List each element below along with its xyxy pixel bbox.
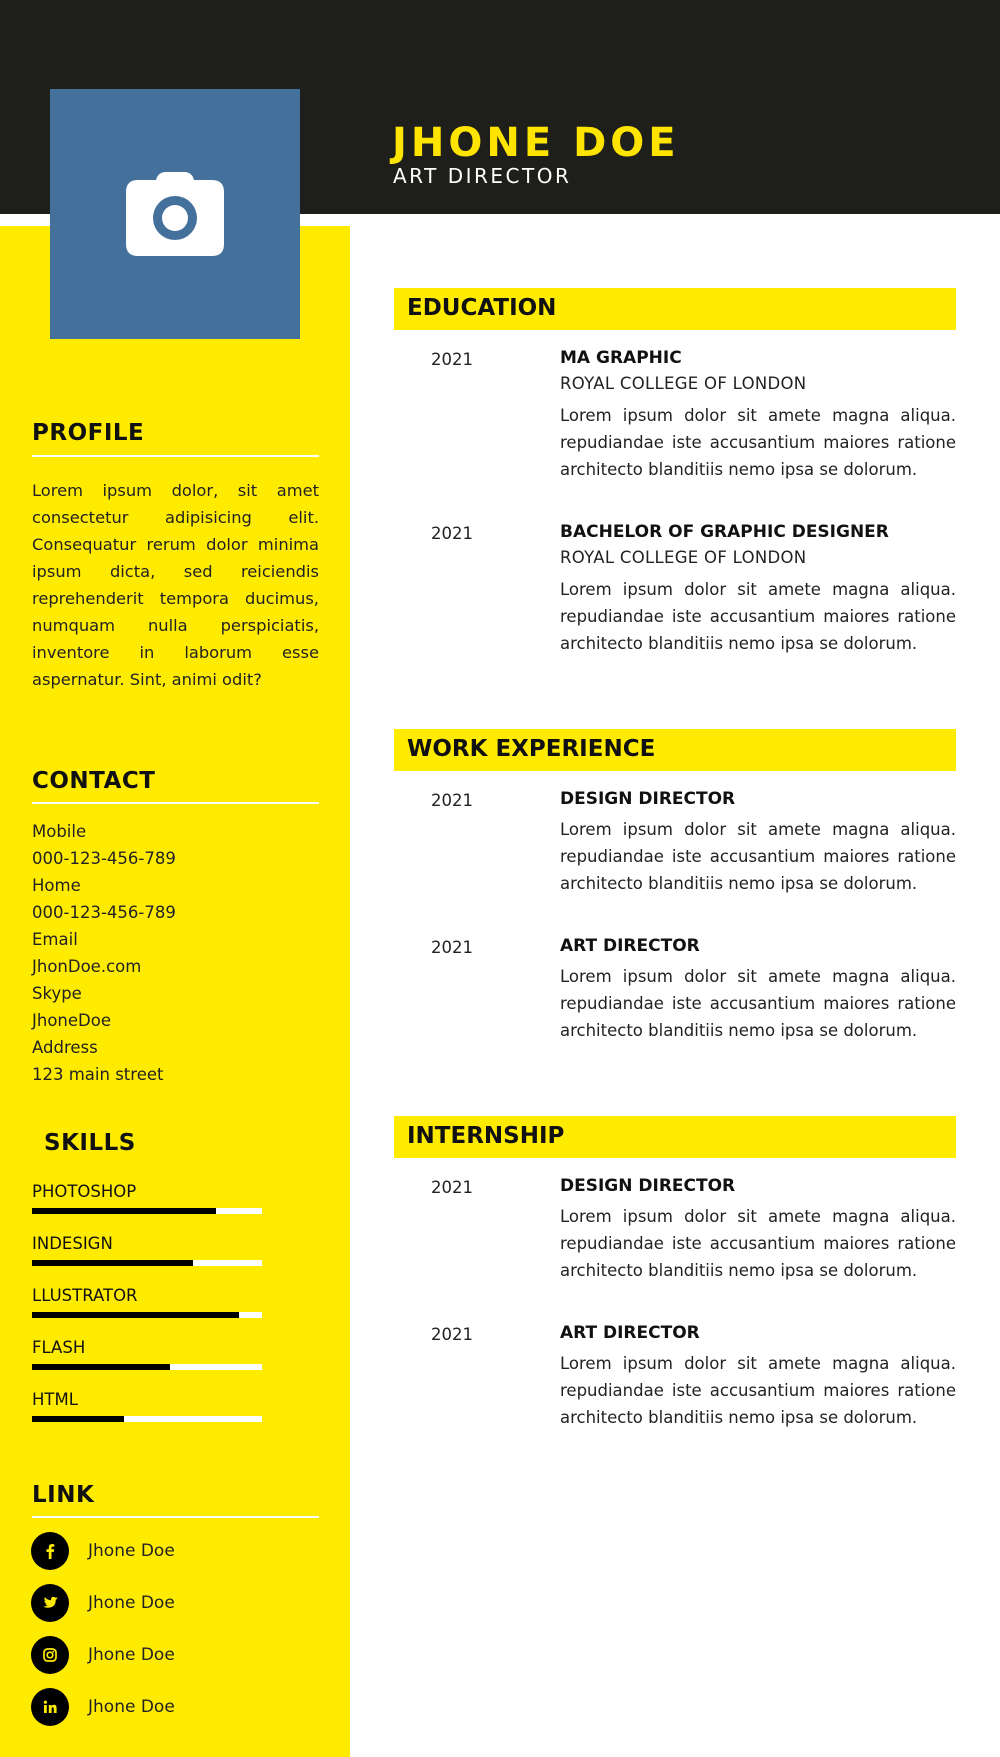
contact-address-label: Address xyxy=(32,1038,98,1057)
work-heading: WORK EXPERIENCE xyxy=(407,736,656,762)
entry-description: Lorem ipsum dolor sit amete magna aliqua. repudiandae iste accusantium maiores ratione architecto blanditiis nemo ipsa se dolorum. xyxy=(560,967,956,1040)
skill-bar-track xyxy=(32,1312,262,1318)
contact-address-value: 123 main street xyxy=(32,1065,164,1084)
entry-subtitle: ROYAL COLLEGE OF LONDON xyxy=(560,548,807,567)
skill-label: PHOTOSHOP xyxy=(32,1182,137,1201)
skill-bar-track xyxy=(32,1364,262,1370)
entry-title: DESIGN DIRECTOR xyxy=(560,1176,736,1196)
skill-bar-track xyxy=(32,1416,262,1422)
skill-bar-track xyxy=(32,1260,262,1266)
link-heading: LINK xyxy=(32,1482,95,1508)
entry-subtitle: ROYAL COLLEGE OF LONDON xyxy=(560,374,807,393)
contact-email-value[interactable]: JhonDoe.com xyxy=(32,957,142,976)
internship-heading-bar xyxy=(394,1116,956,1158)
link-twitter[interactable] xyxy=(31,1584,175,1622)
link-instagram-label: Jhone Doe xyxy=(88,1645,175,1665)
skill-bar-fill xyxy=(32,1312,239,1318)
contact-divider xyxy=(32,802,319,804)
work-heading-bar xyxy=(394,729,956,771)
twitter-icon xyxy=(31,1584,69,1622)
entry-title: MA GRAPHIC xyxy=(560,348,682,368)
contact-list xyxy=(32,818,176,1088)
profile-text: Lorem ipsum dolor, sit amet consectetur adipisicing elit. Consequatur rerum dolor minima ipsum dicta, sed reiciendis reprehenderit tempora ducimus, numquam nulla perspiciatis, inventore in laborum esse aspernatur. Sint, animi odit? xyxy=(32,481,319,689)
contact-home-value[interactable]: 000-123-456-789 xyxy=(32,903,176,922)
instagram-icon xyxy=(31,1636,69,1674)
skill-photoshop xyxy=(32,1180,262,1214)
skill-label: INDESIGN xyxy=(32,1234,113,1253)
linkedin-icon xyxy=(31,1688,69,1726)
skill-bar-track xyxy=(32,1208,262,1214)
facebook-icon xyxy=(31,1532,69,1570)
entry-year: 2021 xyxy=(431,938,473,957)
link-linkedin[interactable] xyxy=(31,1688,175,1726)
profile-photo-placeholder[interactable] xyxy=(50,89,300,339)
skill-bar-fill xyxy=(32,1416,124,1422)
contact-mobile-value[interactable]: 000-123-456-789 xyxy=(32,849,176,868)
entry-description: Lorem ipsum dolor sit amete magna aliqua. repudiandae iste accusantium maiores ratione architecto blanditiis nemo ipsa se dolorum. xyxy=(560,406,956,479)
entry-body xyxy=(560,346,956,483)
internship-heading: INTERNSHIP xyxy=(407,1123,565,1149)
skill-label: LLUSTRATOR xyxy=(32,1286,138,1305)
skill-label: HTML xyxy=(32,1390,78,1409)
entry-title: ART DIRECTOR xyxy=(560,1323,700,1343)
entry-body xyxy=(560,520,956,657)
person-title: ART DIRECTOR xyxy=(393,164,572,188)
contact-home-label: Home xyxy=(32,876,81,895)
link-instagram[interactable] xyxy=(31,1636,175,1674)
camera-icon xyxy=(126,172,224,256)
entry-year: 2021 xyxy=(431,1178,473,1197)
link-facebook-label: Jhone Doe xyxy=(88,1541,175,1561)
entry-year: 2021 xyxy=(431,1325,473,1344)
entry-title: BACHELOR OF GRAPHIC DESIGNER xyxy=(560,522,889,542)
skill-bar-fill xyxy=(32,1260,193,1266)
entry-description: Lorem ipsum dolor sit amete magna aliqua. repudiandae iste accusantium maiores ratione architecto blanditiis nemo ipsa se dolorum. xyxy=(560,1207,956,1280)
entry-year: 2021 xyxy=(431,791,473,810)
skill-bar-fill xyxy=(32,1208,216,1214)
entry-body xyxy=(560,1174,956,1284)
entry-year: 2021 xyxy=(431,350,473,369)
contact-email-label: Email xyxy=(32,930,78,949)
contact-heading: CONTACT xyxy=(32,768,156,794)
link-twitter-label: Jhone Doe xyxy=(88,1593,175,1613)
education-heading-bar xyxy=(394,288,956,330)
link-facebook[interactable] xyxy=(31,1532,175,1570)
entry-body xyxy=(560,1321,956,1431)
entry-body xyxy=(560,934,956,1044)
profile-divider xyxy=(32,455,319,457)
entry-description: Lorem ipsum dolor sit amete magna aliqua. repudiandae iste accusantium maiores ratione architecto blanditiis nemo ipsa se dolorum. xyxy=(560,1354,956,1427)
entry-description: Lorem ipsum dolor sit amete magna aliqua. repudiandae iste accusantium maiores ratione architecto blanditiis nemo ipsa se dolorum. xyxy=(560,580,956,653)
contact-mobile-label: Mobile xyxy=(32,822,87,841)
skills-heading: SKILLS xyxy=(44,1130,136,1156)
skill-flash xyxy=(32,1336,262,1370)
contact-skype-label: Skype xyxy=(32,984,82,1003)
person-name: JHONE DOE xyxy=(392,120,680,166)
skill-html xyxy=(32,1388,262,1422)
skill-illustrator xyxy=(32,1284,262,1318)
contact-skype-value[interactable]: JhoneDoe xyxy=(32,1011,111,1030)
entry-body xyxy=(560,787,956,897)
entry-description: Lorem ipsum dolor sit amete magna aliqua. repudiandae iste accusantium maiores ratione architecto blanditiis nemo ipsa se dolorum. xyxy=(560,820,956,893)
entry-year: 2021 xyxy=(431,524,473,543)
skill-indesign xyxy=(32,1232,262,1266)
link-linkedin-label: Jhone Doe xyxy=(88,1697,175,1717)
education-heading: EDUCATION xyxy=(407,295,557,321)
entry-title: DESIGN DIRECTOR xyxy=(560,789,736,809)
skill-label: FLASH xyxy=(32,1338,86,1357)
skill-bar-fill xyxy=(32,1364,170,1370)
entry-title: ART DIRECTOR xyxy=(560,936,700,956)
link-divider xyxy=(32,1516,319,1518)
profile-heading: PROFILE xyxy=(32,420,145,446)
